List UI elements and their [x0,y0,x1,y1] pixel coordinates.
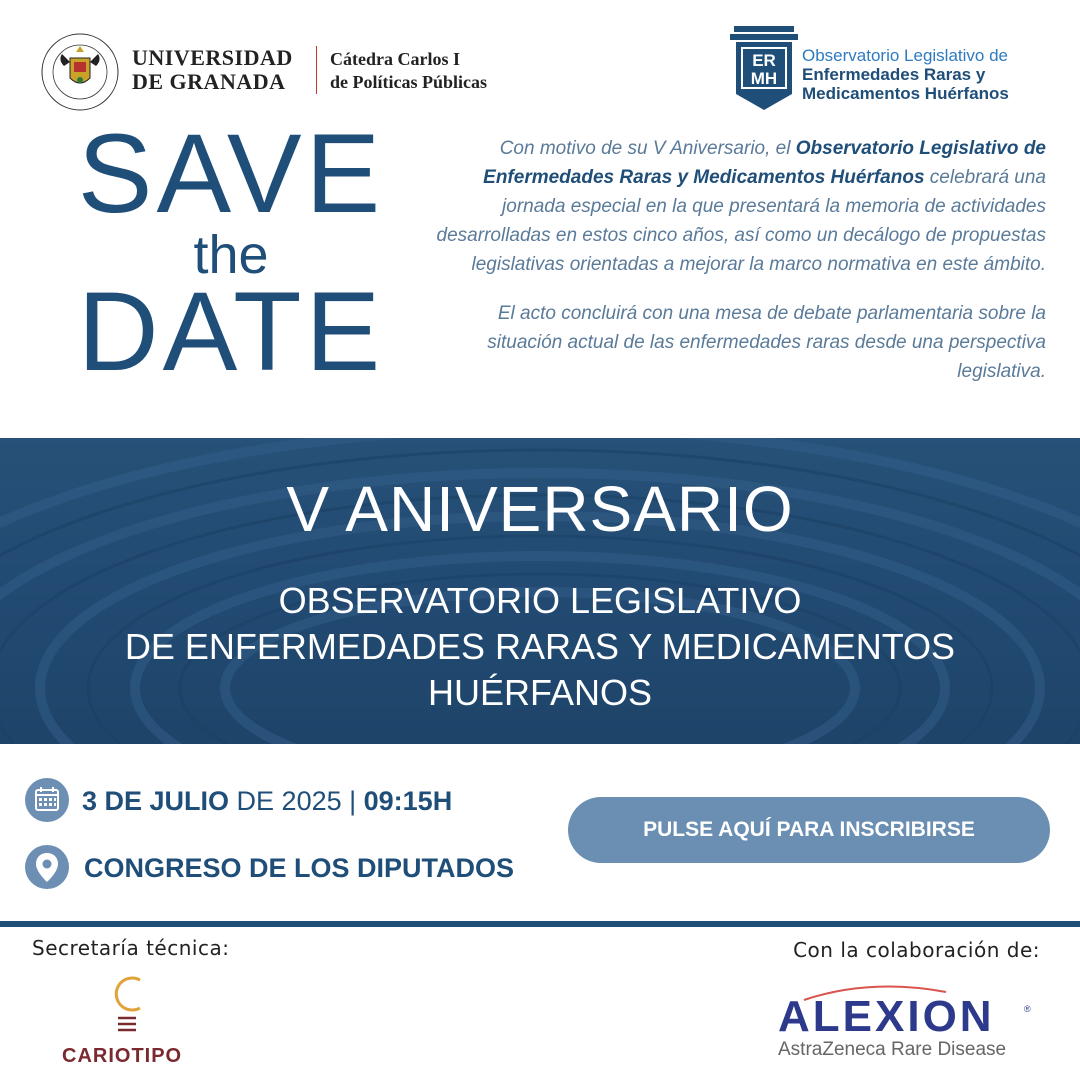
ermh-logo-badge [730,24,798,112]
the-word: the [193,225,269,285]
chair-name-line-2: de Políticas Públicas [330,72,487,92]
intro-p1-observatory: Observatorio Legislativo de Enfermedades Raras y Medicamentos Huérfanos [483,138,1046,188]
svg-text:ER: ER [752,51,776,70]
observatory-name-line-1: Observatorio Legislativo de [802,46,1009,65]
banner-subtitle-line-2: DE ENFERMEDADES RARAS Y MEDICAMENTOS [124,626,956,667]
alexion-logo-text: ALEXION [778,992,995,1041]
observatory-name [802,46,1009,103]
observatory-name-line-3: Medicamentos Huérfanos [802,84,1009,103]
event-location: CONGRESO DE LOS DIPUTADOS [84,853,515,883]
location-pin-icon [25,845,69,889]
chair-name-line-1: Cátedra Carlos I [330,49,460,69]
save-the-date-heading [66,111,396,394]
intro-paragraph-2: El acto concluirá con una mesa de debate parlamentaria sobre la situación actual de las enfermedades raras desde una perspectiva legislativa. [487,303,1046,382]
university-name-line-1: UNIVERSIDAD [132,45,293,70]
technical-secretariat-label: Secretaría técnica: [32,936,230,960]
event-date-day: 3 DE JULIO [82,786,230,816]
intro-p1-end: celebrará una jornada especial en la que presentará la memoria de actividades desarrolladas en estos cinco años, así como un decálogo de propuestas legislativas orientadas a mejorar la marco normativa en este ámbito. [436,167,1046,275]
alexion-registered-mark: ® [1024,1004,1031,1014]
chair-name [330,48,487,94]
header-divider [316,46,317,94]
intro-paragraph-1 [430,134,1046,279]
alexion-tagline: AstraZeneca Rare Disease [778,1039,1007,1060]
event-date-year: DE 2025 | [229,786,364,816]
cariotipo-logo-mark [106,970,150,1040]
footer-divider [0,921,1080,927]
university-name-line-2: DE GRANADA [132,69,286,94]
banner-subtitle-line-1: OBSERVATORIO LEGISLATIVO [278,580,802,621]
date-word: DATE [77,269,385,394]
svg-text:MH: MH [750,69,778,88]
banner-subtitle [0,578,1080,716]
observatory-name-line-2: Enfermedades Raras y [802,65,986,84]
save-word: SAVE [77,111,385,236]
register-button[interactable] [568,797,1050,863]
university-crest-logo [40,32,120,112]
banner-title: V ANIVERSARIO [286,473,794,545]
banner-subtitle-line-3: HUÉRFANOS [427,672,653,713]
event-date-time [82,784,452,818]
event-time: 09:15H [363,786,453,816]
collaboration-label: Con la colaboración de: [793,938,1040,962]
calendar-icon [25,778,69,822]
intro-p1-start: Con motivo de su V Aniversario, el [499,138,796,159]
register-button-label: PULSE AQUÍ PARA INSCRIBIRSE [643,818,975,841]
intro-text [430,134,1046,386]
cariotipo-logo-text: CARIOTIPO [62,1045,183,1067]
university-name [132,46,293,94]
